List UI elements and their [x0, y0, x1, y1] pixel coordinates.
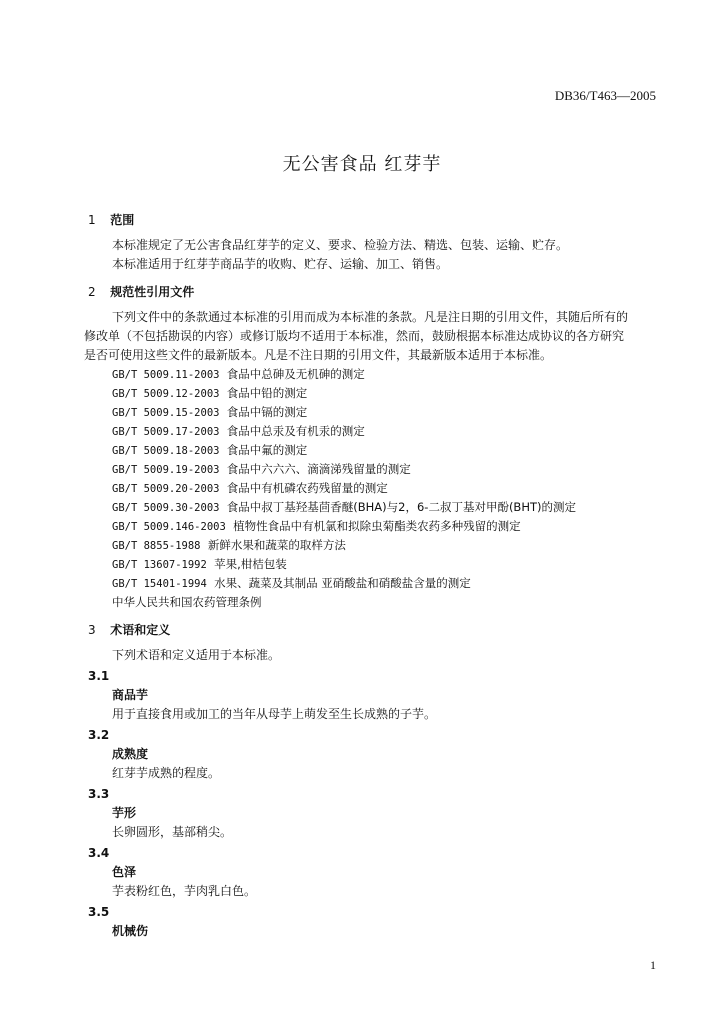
reference-item: [88, 555, 658, 574]
reference-code: GB/T 5009.146-2003: [112, 521, 226, 533]
term-number: 3.2: [88, 728, 110, 742]
reference-name: 食品中有机磷农药残留量的测定: [226, 481, 388, 495]
section-title: 规范性引用文件: [110, 285, 195, 299]
term-number: 3.3: [88, 787, 110, 801]
reference-name: 中华人民共和国农药管理条例: [112, 595, 262, 609]
paragraph: 本标准适用于红芽芋商品芋的收购、贮存、运输、加工、销售。: [112, 257, 449, 271]
document-code: DB36/T463—2005: [554, 88, 656, 103]
term-name: 芋形: [112, 806, 137, 820]
term-definition: 用于直接食用或加工的当年从母芋上萌发至生长成熟的子芋。: [112, 707, 437, 721]
reference-code: GB/T 13607-1992: [112, 559, 207, 571]
reference-name: 苹果,柑桔包装: [214, 557, 287, 571]
reference-item: [88, 593, 658, 612]
reference-name: 食品中氟的测定: [226, 443, 308, 457]
paragraph-continuation: 是否可使用这些文件的最新版本。凡是不注日期的引用文件，其最新版本适用于本标准。: [84, 348, 553, 362]
reference-name: 食品中镉的测定: [226, 405, 308, 419]
reference-name: 食品中总砷及无机砷的测定: [226, 367, 365, 381]
term-definition: 长卵圆形，基部稍尖。: [112, 825, 233, 839]
term-number: 3.5: [88, 905, 110, 919]
reference-name: 植物性食品中有机氯和拟除虫菊酯类农药多种残留的测定: [233, 519, 521, 533]
paragraph: 下列文件中的条款通过本标准的引用而成为本标准的条款。凡是注日期的引用文件，其随后所有的: [112, 310, 629, 324]
paragraph: 本标准规定了无公害食品红芽芋的定义、要求、检验方法、精选、包装、运输、贮存。: [112, 238, 569, 252]
term-definition: 红芽芋成熟的程度。: [112, 766, 221, 780]
reference-item: [88, 536, 658, 555]
section-heading-scope: [88, 210, 658, 230]
reference-item: [88, 441, 658, 460]
reference-name: 食品中铅的测定: [226, 386, 308, 400]
page-number: 1: [650, 958, 656, 972]
section-title: 术语和定义: [110, 623, 171, 637]
document-title: 无公害食品 红芽芋: [282, 154, 442, 175]
section-number: 3: [88, 623, 96, 637]
reference-code: GB/T 8855-1988: [112, 540, 201, 552]
term-name: 成熟度: [112, 747, 149, 761]
reference-name: 食品中六六六、滴滴涕残留量的测定: [226, 462, 411, 476]
term-name: 商品芋: [112, 688, 149, 702]
reference-code: GB/T 5009.19-2003: [112, 464, 220, 476]
reference-code: GB/T 5009.12-2003: [112, 388, 220, 400]
term-definition: 芋表粉红色，芋肉乳白色。: [112, 884, 257, 898]
section-heading-terms: [88, 620, 658, 640]
reference-item: [88, 498, 658, 517]
reference-name: 食品中总汞及有机汞的测定: [226, 424, 365, 438]
reference-item: [88, 403, 658, 422]
reference-item: [88, 574, 658, 593]
document-body: [84, 208, 658, 941]
reference-name: 水果、蔬菜及其制品 亚硝酸盐和硝酸盐含量的测定: [214, 576, 471, 590]
reference-code: GB/T 5009.18-2003: [112, 445, 220, 457]
reference-code: GB/T 5009.20-2003: [112, 483, 220, 495]
section-title: 范围: [110, 213, 135, 227]
reference-code: GB/T 5009.15-2003: [112, 407, 220, 419]
section-heading-references: [88, 282, 658, 302]
term-number: 3.4: [88, 846, 110, 860]
reference-item: [88, 517, 658, 536]
reference-item: [88, 422, 658, 441]
paragraph: 下列术语和定义适用于本标准。: [112, 648, 281, 662]
section-number: 2: [88, 285, 96, 299]
reference-code: GB/T 15401-1994: [112, 578, 207, 590]
section-number: 1: [88, 213, 96, 227]
reference-code: GB/T 5009.17-2003: [112, 426, 220, 438]
reference-code: GB/T 5009.11-2003: [112, 369, 220, 381]
reference-item: [88, 365, 658, 384]
reference-item: [88, 384, 658, 403]
reference-name: 食品中叔丁基羟基茴香醚(BHA)与2，6-二叔丁基对甲酚(BHT)的测定: [226, 500, 576, 514]
term-name: 机械伤: [112, 924, 149, 938]
paragraph-continuation: 修改单（不包括勘误的内容）或修订版均不适用于本标准，然而，鼓励根据本标准达成协议的各方研究: [84, 329, 625, 343]
reference-item: [88, 479, 658, 498]
reference-name: 新鲜水果和蔬菜的取样方法: [207, 538, 346, 552]
term-name: 色泽: [112, 865, 137, 879]
reference-item: [88, 460, 658, 479]
reference-code: GB/T 5009.30-2003: [112, 502, 220, 514]
term-number: 3.1: [88, 669, 110, 683]
